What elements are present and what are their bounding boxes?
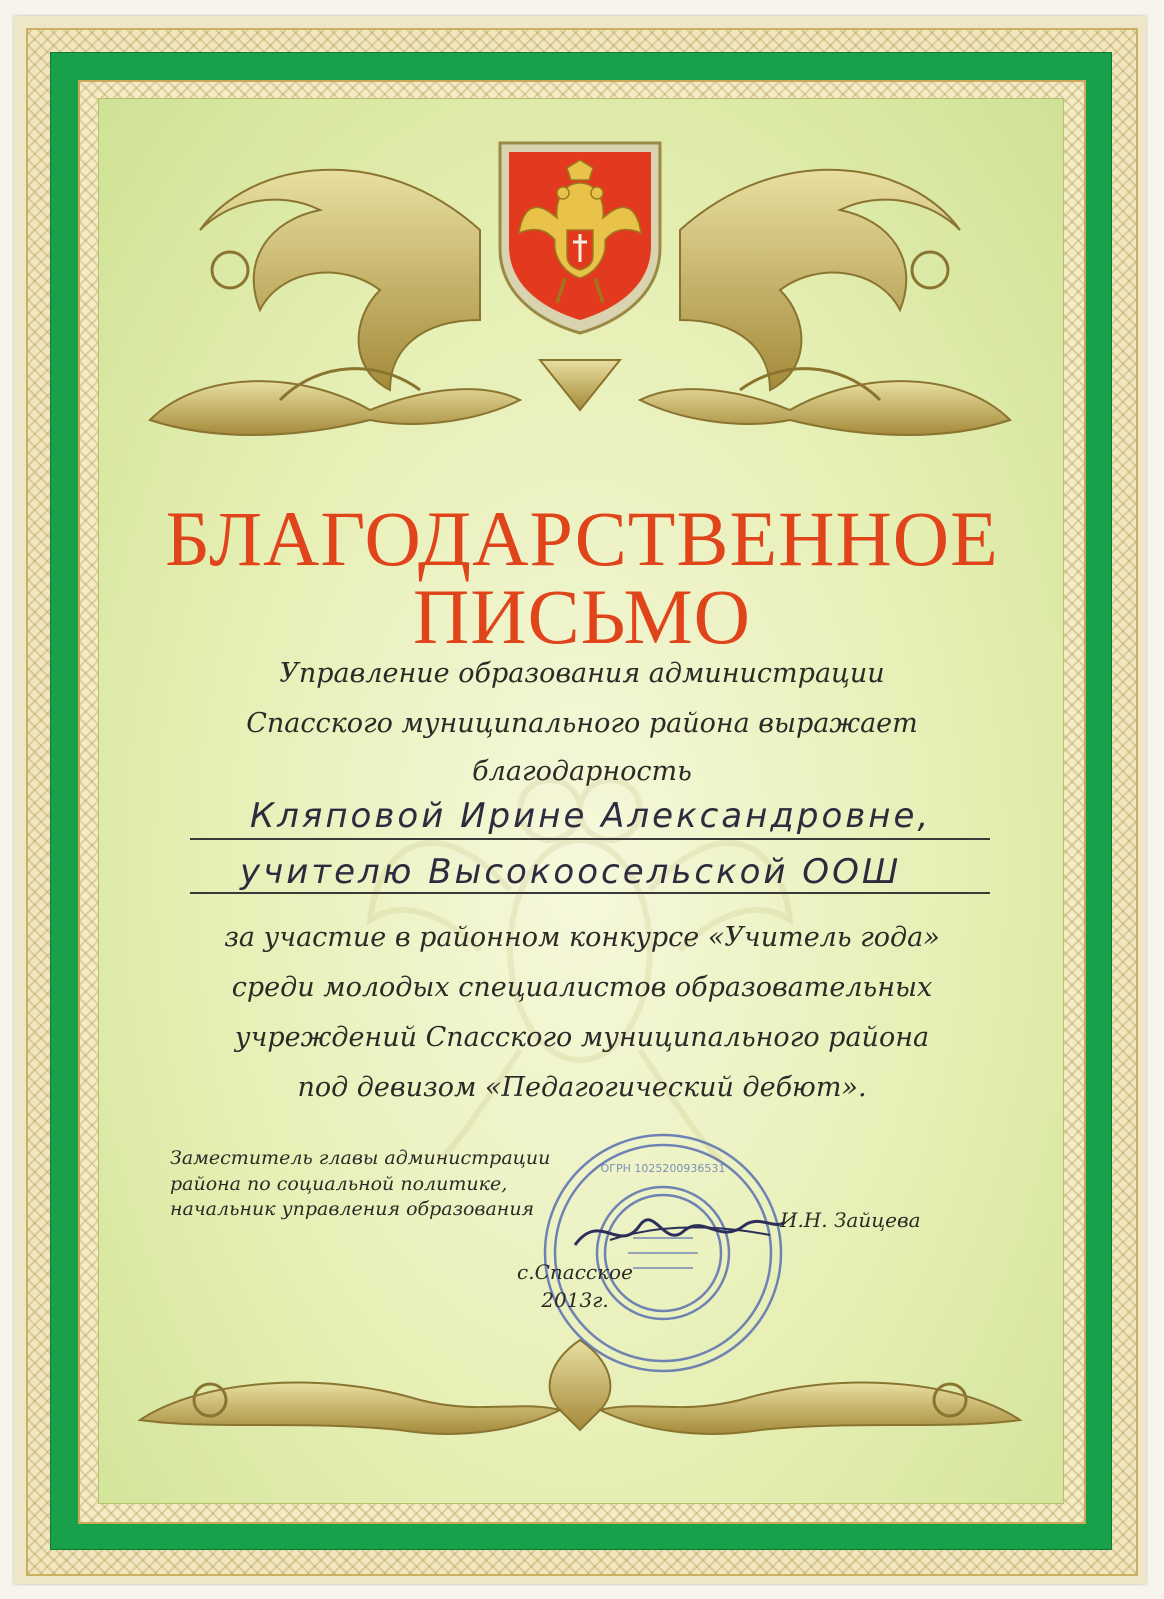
recipient-name-underline bbox=[190, 838, 990, 840]
reason-line-3: учреждений Спасского муниципального района bbox=[234, 1022, 930, 1053]
stamp-ogrn: ОГРН 1025200936531 bbox=[600, 1162, 726, 1175]
intro-line-3: благодарность bbox=[472, 756, 692, 787]
signatory-title-line-2: района по социальной политике, bbox=[170, 1172, 508, 1195]
intro-line-2: Спасского муниципального района выражает bbox=[246, 708, 918, 739]
signatory-title bbox=[170, 1146, 550, 1223]
reason-line-2: среди молодых специалистов образовательных bbox=[231, 972, 933, 1003]
certificate-title-line-1: БЛАГОДАРСТВЕННОЕ bbox=[165, 495, 999, 582]
issue-year: 2013г. bbox=[541, 1288, 609, 1312]
russian-coat-of-arms-icon bbox=[495, 138, 665, 338]
recipient-position-handwritten: учителю Высокоосельской ООШ bbox=[240, 852, 902, 892]
issue-place: с.Спасское bbox=[517, 1260, 633, 1284]
recipient-position-underline bbox=[190, 892, 990, 894]
reason-line-4: под девизом «Педагогический дебют». bbox=[297, 1072, 867, 1103]
signatory-title-line-1: Заместитель главы администрации bbox=[170, 1147, 551, 1169]
signatory-name: И.Н. Зайцева bbox=[780, 1208, 921, 1232]
handwritten-signature bbox=[570, 1200, 790, 1260]
reason-line-1: за участие в районном конкурсе «Учитель года» bbox=[224, 922, 940, 953]
signatory-title-line-3: начальник управления образования bbox=[170, 1198, 535, 1221]
recipient-name-handwritten: Кляповой Ирине Александровне, bbox=[250, 796, 932, 836]
intro-line-1: Управление образования администрации bbox=[279, 658, 885, 689]
certificate-title-line-2: ПИСЬМО bbox=[412, 573, 752, 660]
